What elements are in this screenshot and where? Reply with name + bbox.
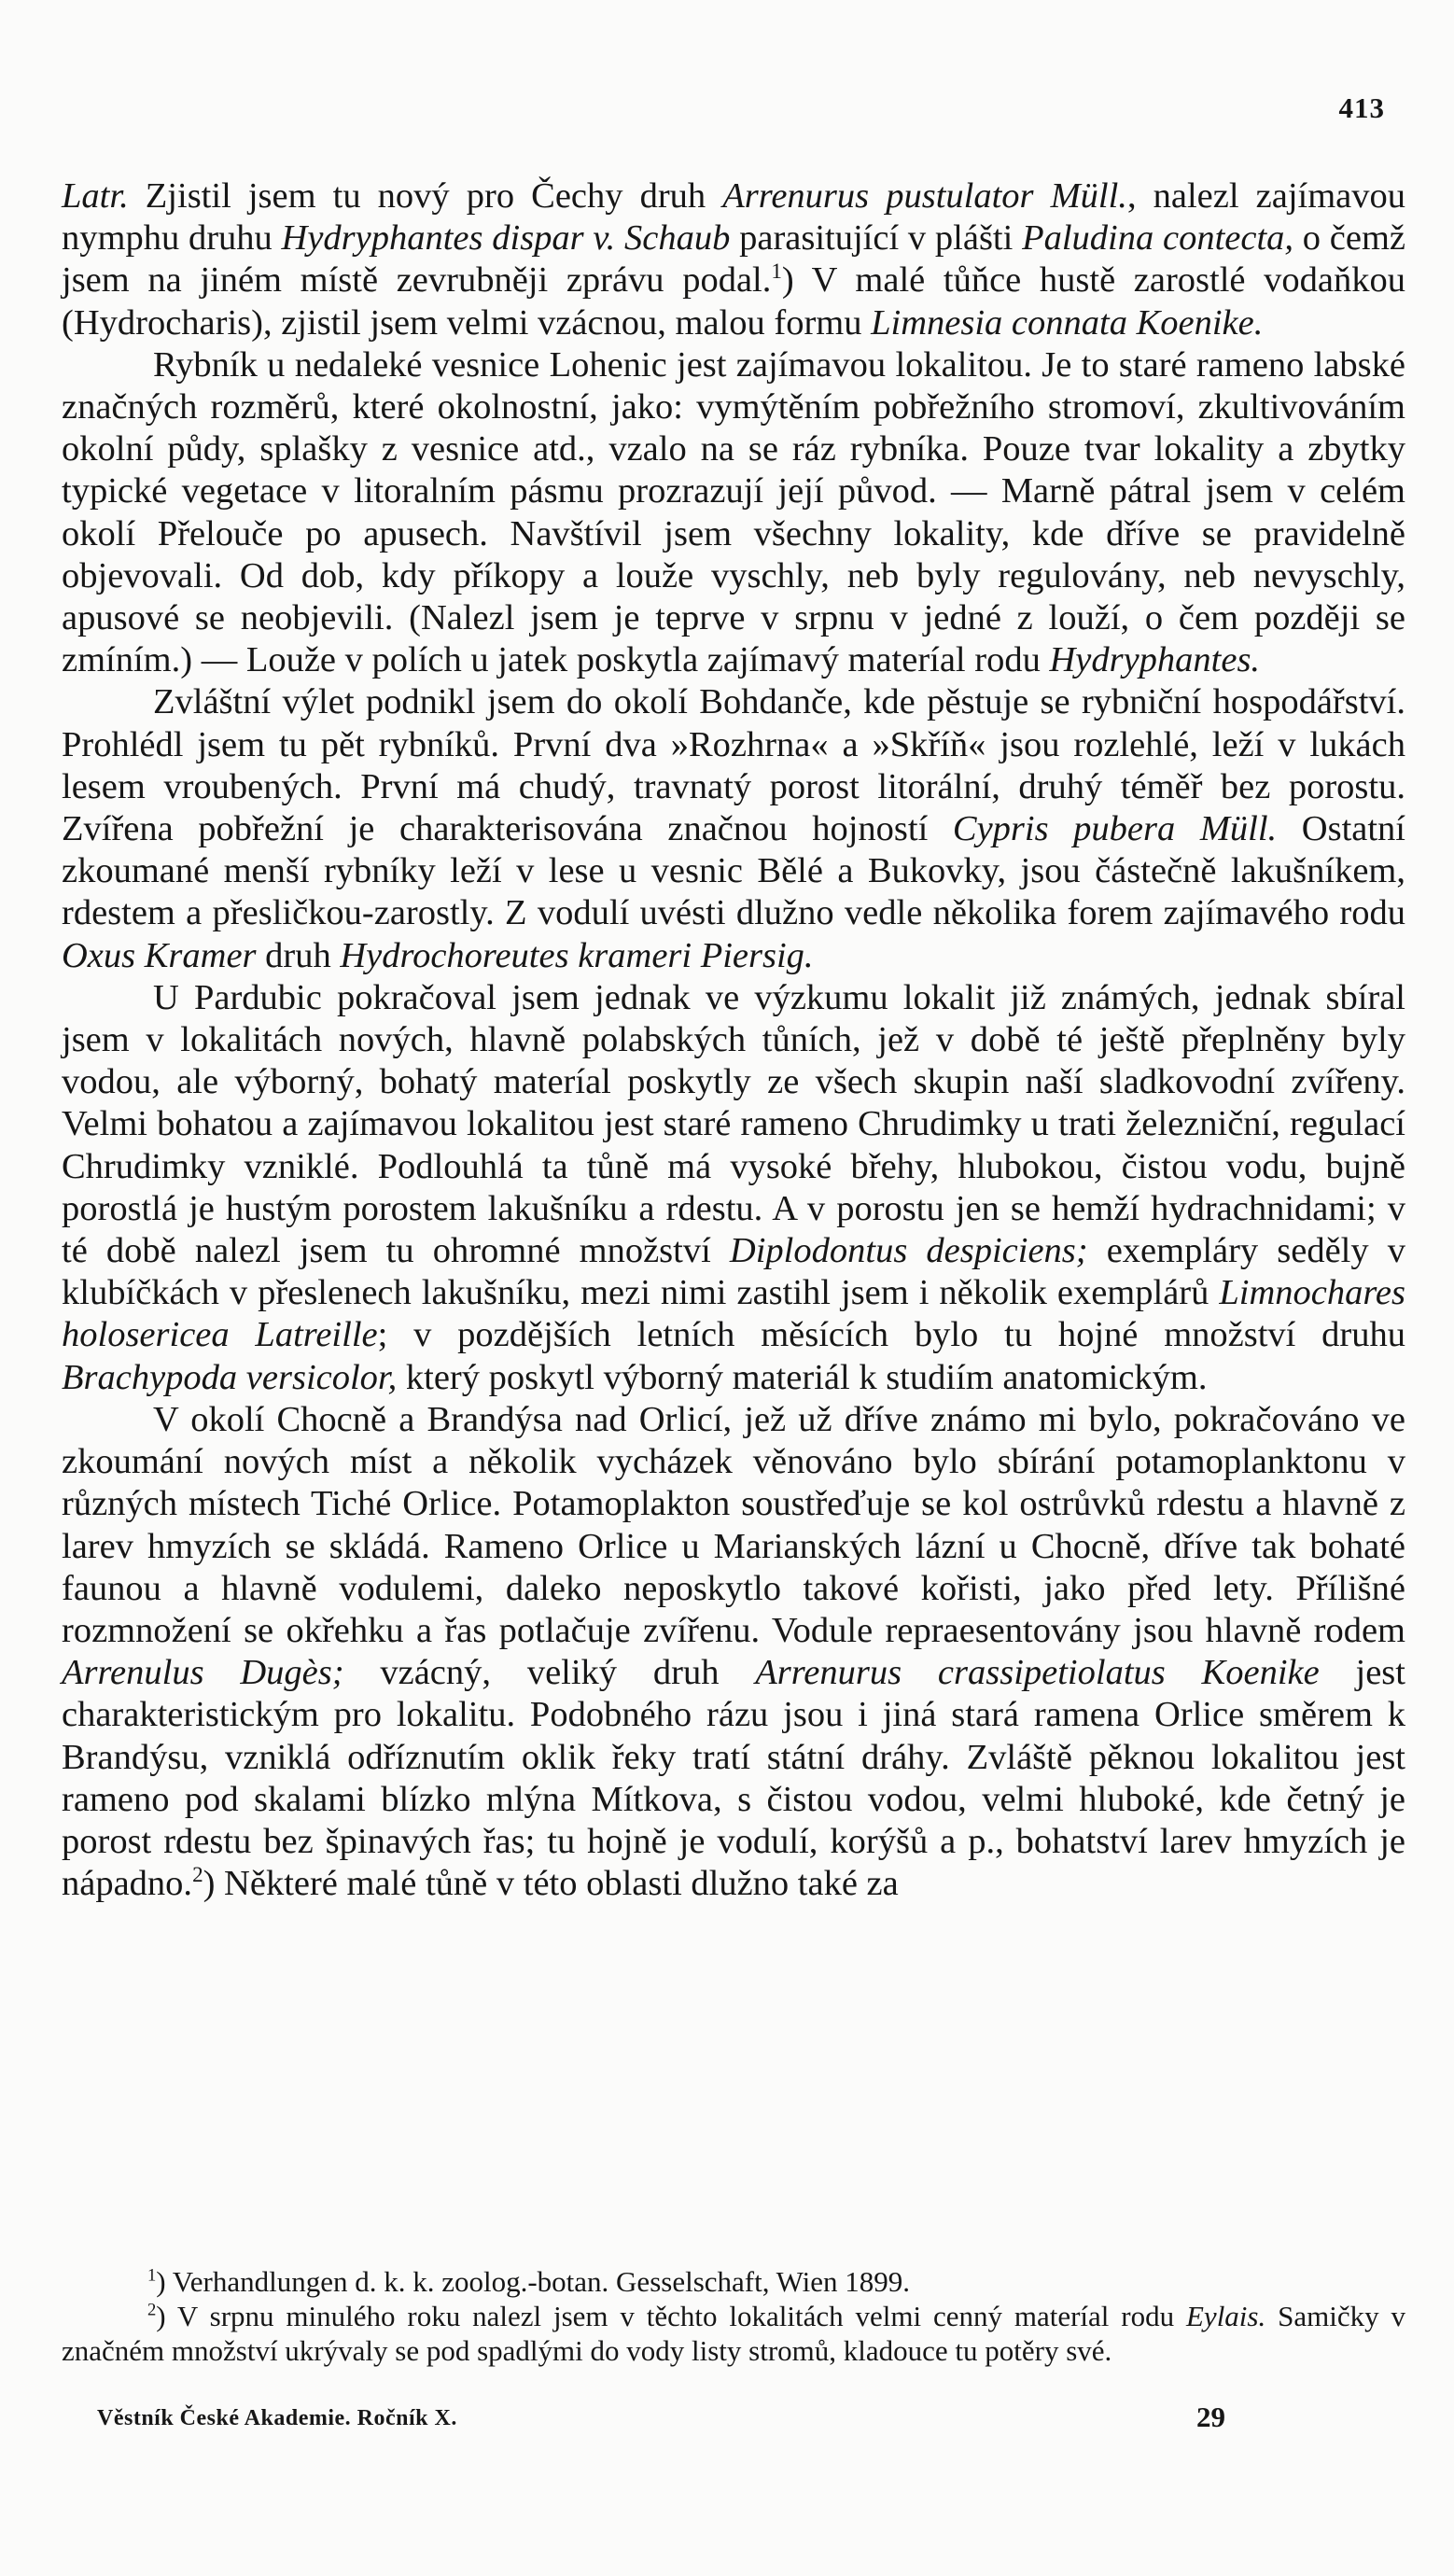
taxon-name: Eylais. <box>1186 2300 1266 2332</box>
taxon-name: Paludina contecta, <box>1022 218 1294 259</box>
taxon-name: Diplodontus despiciens; <box>729 1231 1088 1271</box>
body-text <box>62 175 1405 1905</box>
taxon-name: Arrenulus Dugès; <box>62 1653 344 1693</box>
taxon-name: Arrenurus pustulator Müll. <box>722 176 1127 216</box>
text-run: Zjistil jsem tu nový pro Čechy druh <box>128 176 723 216</box>
footnote <box>62 2299 1405 2368</box>
text-run: Samičky v značném množství ukrývaly se pod spadlými do vody listy stromů, kladouce tu potěry své. <box>62 2300 1405 2367</box>
taxon-name: Hydryphantes dispar v. Schaub <box>281 218 731 259</box>
taxon-name: Limnesia connata Koenike. <box>871 302 1264 343</box>
paragraph <box>62 977 1405 1399</box>
text-run: druh <box>256 935 341 975</box>
paragraph <box>62 681 1405 976</box>
text-run: Rybník u nedaleké vesnice Lohenic jest zajímavou lokalitou. Je to staré rameno labské značných rozměrů, které okolnostní, jako: vymýtěním pobřežního stromoví, zkultivováním okolní půdy, splašky z vesnice atd., vzalo na se ráz rybníka. Pouze tvar lokality a zbytky typické vegetace v litoralním pásmu prozrazují její původ. — Marně pátral jsem v celém okolí Přelouče po apusech. Navštívil jsem všechny lokality, kde dříve se pravidelně objevovali. Od dob, kdy příkopy a louže vyschly, neb byly regulovány, neb nevyschly, apusové se neobjevili. (Nalezl jsem je teprve v srpnu v jedné z louží, o čem později se zmíním.) — Louže v polích u jatek poskytla zajímavý materíal rodu <box>62 344 1405 680</box>
taxon-name: Arrenurus crassipetiolatus Koenike <box>755 1653 1320 1693</box>
footnotes <box>62 2264 1405 2368</box>
footnote-marker: 2 <box>192 1862 203 1887</box>
printer-signature-mark: 29 <box>1196 2401 1225 2433</box>
footnote-marker: 2 <box>147 2300 157 2320</box>
paragraph <box>62 175 1405 344</box>
taxon-name: Oxus Kramer <box>62 935 257 975</box>
page-number: 413 <box>1338 91 1385 124</box>
text-run: Zvláštní výlet podnikl jsem do okolí Bohdanče, kde pěstuje se rybniční hospodářství. Prohlédl jsem tu pět rybníků. První dva »Rozhrna« a »Skříň« jsou rozlehlé, leží v lukách lesem vroubených. První má chudý, travnatý porost litorální, druhý téměř bez porostu. Zvířena pobřežní je charakterisována značnou hojností <box>62 682 1405 849</box>
text-run: exempláry seděly v klubíčkách v přeslenech lakušníku, mezi nimi zastihl jsem i několik exemplárů <box>62 1231 1405 1313</box>
taxon-name: Cypris pubera Müll. <box>952 809 1278 849</box>
taxon-name: Limnochares holosericea Latreille <box>62 1273 1405 1355</box>
footnote-marker: 1 <box>147 2265 157 2286</box>
text-run: U Pardubic pokračoval jsem jednak ve výzkumu lokalit již známých, jednak sbíral jsem v lokalitách nových, hlavně polabských tůních, jež v době té ještě přeplněny byly vodou, ale výborný, bohatý materíal poskytly ze všech skupin naší sladkovodní zvířeny. Velmi bohatou a zajímavou lokalitou jest staré rameno Chrudimky u trati železniční, regulací Chrudimky vzniklé. Podlouhlá ta tůně má vysoké břehy, hlubokou, čistou vodu, bujně porostlá je hustým porostem lakušníku a rdestu. A v porostu jen se hemží hydrachnidami; v té době nalezl jsem tu ohromné množství <box>62 977 1405 1271</box>
footnote <box>62 2264 1405 2299</box>
text-run: ) V malé tůňce hustě zarostlé vodaňkou (Hydrocharis), zjistil jsem velmi vzácnou, malou formu <box>62 260 1405 343</box>
paragraph <box>62 344 1405 682</box>
taxon-name: Hydryphantes. <box>1049 640 1261 680</box>
taxon-name: Hydrochoreutes krameri Piersig. <box>340 935 814 975</box>
footnote-marker: 1 <box>771 259 782 284</box>
text-run: vzácný, veliký druh <box>343 1653 756 1693</box>
text-run: o čemž jsem na jiném místě zevrubněji zprávu podal. <box>62 218 1405 301</box>
text-run: ) V srpnu minulého roku nalezl jsem v těchto lokalitách velmi cenný materíal rodu <box>156 2300 1186 2332</box>
text-run: parasitující v plášti <box>730 218 1023 259</box>
text-run: , nalezl zajímavou nymphu druhu <box>62 176 1405 259</box>
taxon-name: Brachypoda versicolor, <box>62 1357 398 1397</box>
text-run: ; v pozdějších letních měsících bylo tu hojné množství druhu <box>377 1315 1405 1355</box>
text-run: V okolí Chocně a Brandýsa nad Orlicí, jež už dříve známo mi bylo, pokračováno ve zkoumání nových míst a několik vycházek věnováno bylo sbírání potamoplanktonu v různých místech Tiché Orlice. Potamoplakton soustřeďuje se kol ostrůvků rdestu a hlavně z larev hmyzích se skládá. Rameno Orlice u Marianských lázní u Chocně, dříve tak bohaté faunou a hlavně vodulemi, daleko neposkytlo takové kořisti, jako před lety. Přílišné rozmnožení se okřehku a řas potlačuje zvířenu. Vodule repraesentovány jsou hlavně rodem <box>62 1399 1405 1650</box>
text-run: ) Některé malé tůně v této oblasti dlužno také za <box>203 1864 899 1904</box>
journal-signature-line: Věstník České Akademie. Ročník X. <box>97 2406 457 2430</box>
text-run: ) Verhandlungen d. k. k. zoolog.-botan. Gesselschaft, Wien 1899. <box>156 2265 911 2298</box>
paragraph <box>62 1399 1405 1905</box>
text-run: který poskytl výborný materiál k studiím anatomickým. <box>397 1357 1208 1397</box>
text-run: Ostatní zkoumané menší rybníky leží v lese u vesnic Bělé a Bukovky, jsou částečně lakušníkem, rdestem a přesličkou-zarostly. Z vodulí uvésti dlužno vedle několika forem zajímavého rodu <box>62 809 1405 933</box>
taxon-name: Latr. <box>62 176 129 216</box>
text-run: jest charakteristickým pro lokalitu. Podobného rázu jsou i jiná stará ramena Orlice směrem k Brandýsu, vzniklá odříznutím oklik řeky tratí státní dráhy. Zvláště pěknou lokalitou jest rameno pod skalami blízko mlýna Mítkova, s čistou vodou, velmi hluboké, kde četný je porost rdestu bez špinavých řas; tu hojně je vodulí, korýšů a p., bohatství larev hmyzích je nápadno. <box>62 1653 1405 1904</box>
